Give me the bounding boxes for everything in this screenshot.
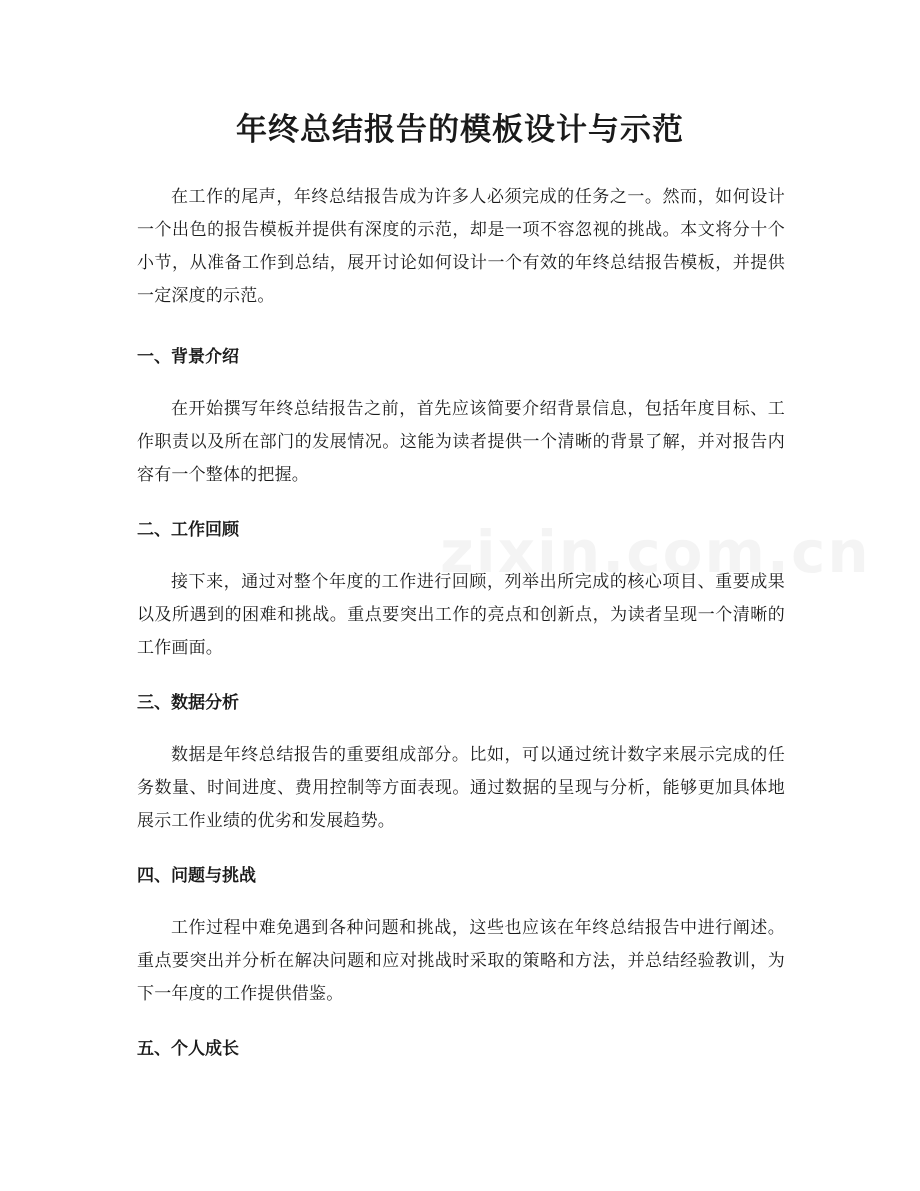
document-title: 年终总结报告的模板设计与示范 xyxy=(236,112,684,148)
section-body-problems: 工作过程中难免遇到各种问题和挑战，这些也应该在年终总结报告中进行阐述。重点要突出并分析在解决问题和应对挑战时采取的策略和方法，并总结经验教训，为下一年度的工作提供借鉴。 xyxy=(137,918,785,1004)
section-heading-problems: 四、问题与挑战 xyxy=(137,866,256,886)
section-heading-work-review: 二、工作回顾 xyxy=(137,520,239,540)
section-body-work-review: 接下来，通过对整个年度的工作进行回顾，列举出所完成的核心项目、重要成果以及所遇到的困难和挑战。重点要突出工作的亮点和创新点，为读者呈现一个清晰的工作画面。 xyxy=(137,572,785,658)
section-heading-data-analysis: 三、数据分析 xyxy=(137,693,239,713)
section-heading-personal-growth: 五、个人成长 xyxy=(137,1039,239,1059)
section-heading-background: 一、背景介绍 xyxy=(137,347,239,367)
intro-paragraph: 在工作的尾声，年终总结报告成为许多人必须完成的任务之一。然而，如何设计一个出色的报告模板并提供有深度的示范，却是一项不容忽视的挑战。本文将分十个小节，从准备工作到总结，展开讨论如何设计一个有效的年终总结报告模板，并提供一定深度的示范。 xyxy=(137,187,785,306)
section-body-data-analysis: 数据是年终总结报告的重要组成部分。比如，可以通过统计数字来展示完成的任务数量、时间进度、费用控制等方面表现。通过数据的呈现与分析，能够更加具体地展示工作业绩的优劣和发展趋势。 xyxy=(137,745,785,831)
section-body-background: 在开始撰写年终总结报告之前，首先应该简要介绍背景信息，包括年度目标、工作职责以及所在部门的发展情况。这能为读者提供一个清晰的背景了解，并对报告内容有一个整体的把握。 xyxy=(137,399,785,485)
